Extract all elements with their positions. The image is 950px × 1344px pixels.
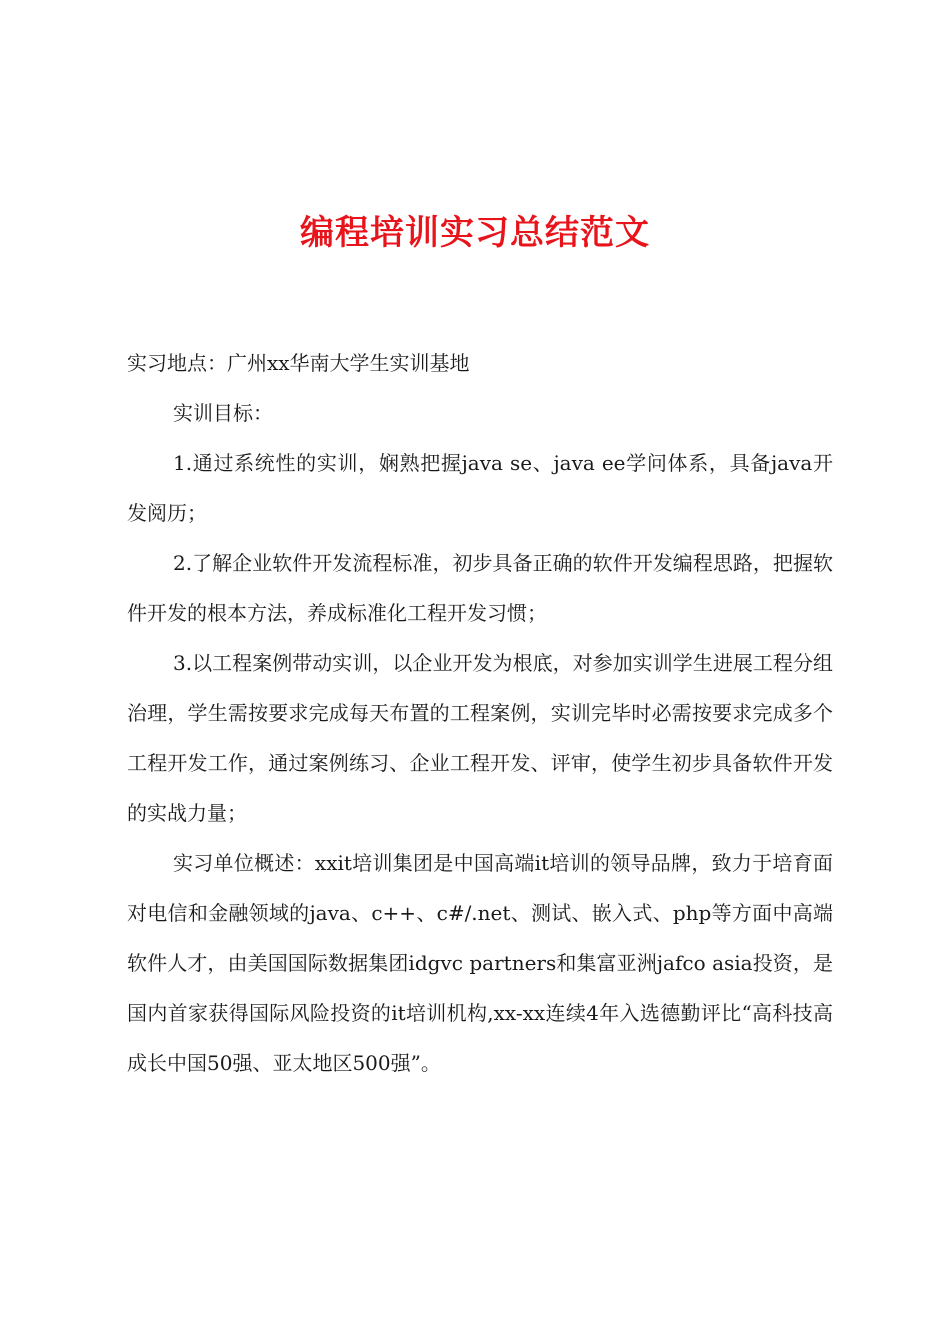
paragraph-goals-heading: 实训目标： [173,401,273,425]
document-body [127,338,833,1088]
paragraph-company-overview: 实习单位概述：xxit培训集团是中国高端it培训的领导品牌，致力于培育面对电信和金融领域的java、c++、c#/.net、测试、嵌入式、php等方面中高端软件人才，由美国国际数据集团idgvc partners和集富亚洲jafco asia投资，是国内首家获得国际风险投资的it培训机构,xx-xx连续4年入选德勤评比“高科技高成长中国50强、亚太地区500强”。 [127,851,833,1075]
paragraph-goal-3: 3.以工程案例带动实训，以企业开发为根底，对参加实训学生进展工程分组治理，学生需按要求完成每天布置的工程案例，实训完毕时必需按要求完成多个工程开发工作，通过案例练习、企业工程开发、评审，使学生初步具备软件开发的实战力量； [127,651,833,825]
paragraph-goal-1: 1.通过系统性的实训，娴熟把握java se、java ee学问体系，具备java开发阅历； [127,451,833,525]
paragraph-goal-2: 2.了解企业软件开发流程标准，初步具备正确的软件开发编程思路，把握软件开发的根本方法，养成标准化工程开发习惯； [127,551,833,625]
paragraph-location: 实习地点：广州xx华南大学生实训基地 [127,351,470,375]
document-title: 编程培训实习总结范文 [300,213,650,253]
